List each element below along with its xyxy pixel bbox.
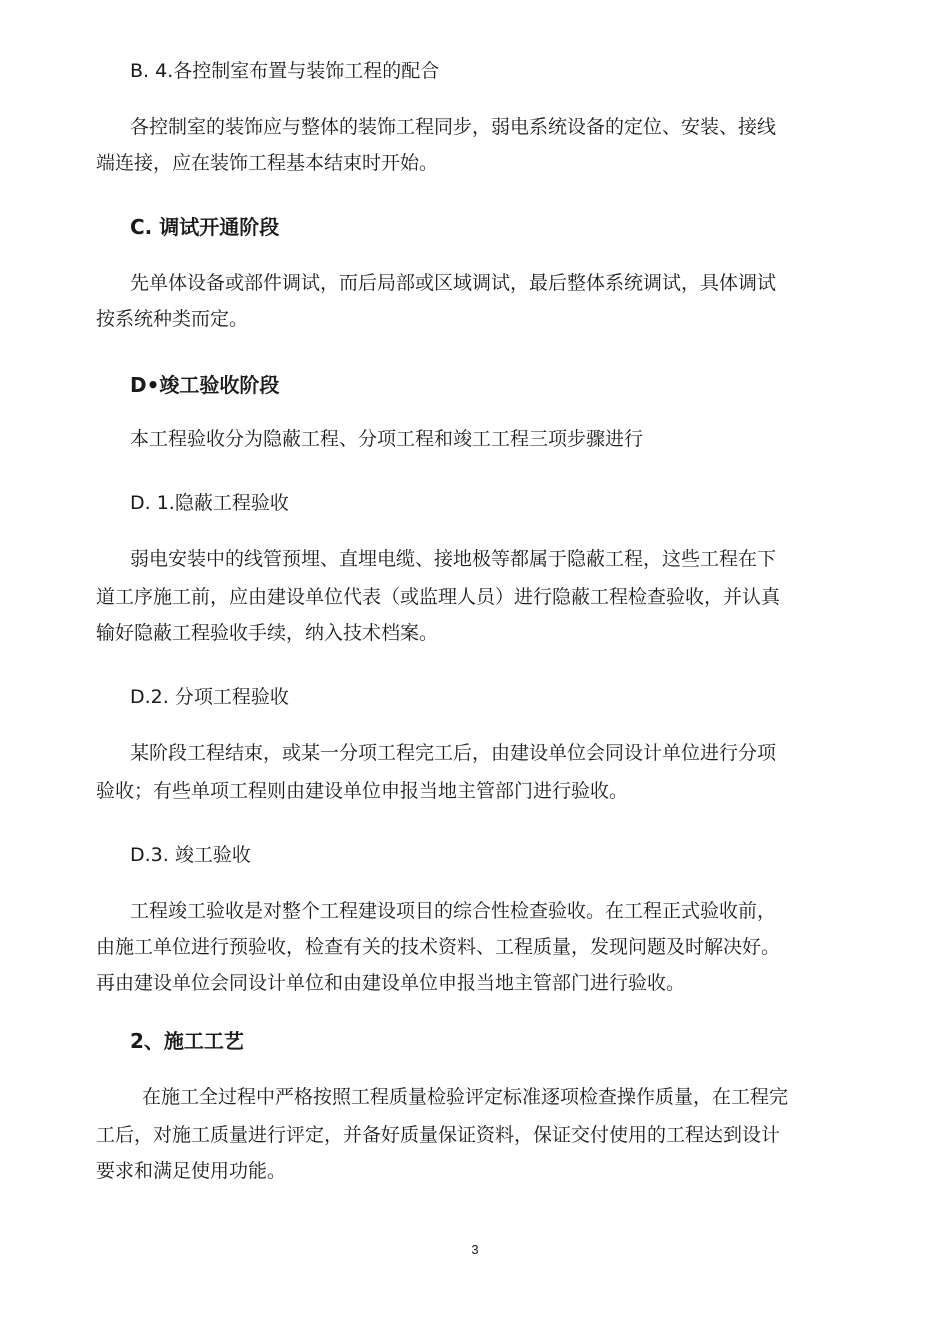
paragraph-line: 按系统种类而定。 [96,308,249,330]
paragraph-line: 由施工单位进行预验收，检查有关的技术资料、工程质量，发现问题及时解决好。 [96,936,781,958]
paragraph-line: 再由建设单位会同设计单位和由建设单位申报当地主管部门进行验收。 [96,972,686,994]
section-heading-d3: D.3. 竣工验收 [130,844,251,866]
section-heading-c: C. 调试开通阶段 [130,215,280,239]
paragraph-line: 工程竣工验收是对整个工程建设项目的综合性检查验收。在工程正式验收前， [130,900,777,922]
paragraph-line: 要求和满足使用功能。 [96,1160,287,1182]
paragraph-line: 各控制室的装饰应与整体的装饰工程同步，弱电系统设备的定位、安装、接线 [130,116,777,138]
paragraph-line: 弱电安装中的线管预埋、直埋电缆、接地极等都属于隐蔽工程，这些工程在下 [130,548,777,570]
paragraph-line: 端连接，应在装饰工程基本结束时开始。 [96,152,439,174]
paragraph-line: 本工程验收分为隐蔽工程、分项工程和竣工工程三项步骤进行 [130,428,644,450]
paragraph-line: 输好隐蔽工程验收手续，纳入技术档案。 [96,622,439,644]
section-heading-d2: D.2. 分项工程验收 [130,686,289,708]
paragraph-line: 工后，对施工质量进行评定，并备好质量保证资料，保证交付使用的工程达到设计 [96,1124,781,1146]
paragraph-line: 某阶段工程结束，或某一分项工程完工后，由建设单位会同设计单位进行分项 [130,742,777,764]
paragraph-line: 先单体设备或部件调试，而后局部或区域调试，最后整体系统调试，具体调试 [130,272,777,294]
paragraph-line: 在施工全过程中严格按照工程质量检验评定标准逐项检查操作质量，在工程完 [142,1086,789,1108]
section-heading-b4: B. 4.各控制室布置与装饰工程的配合 [130,60,440,82]
page-number: 3 [471,1242,479,1257]
paragraph-line: 道工序施工前，应由建设单位代表（或监理人员）进行隐蔽工程检查验收，并认真 [96,586,781,608]
section-heading-2: 2、施工工艺 [130,1029,244,1053]
section-heading-d1: D. 1.隐蔽工程验收 [130,492,289,514]
section-heading-d: D•竣工验收阶段 [130,373,280,397]
paragraph-line: 验收；有些单项工程则由建设单位申报当地主管部门进行验收。 [96,780,629,802]
